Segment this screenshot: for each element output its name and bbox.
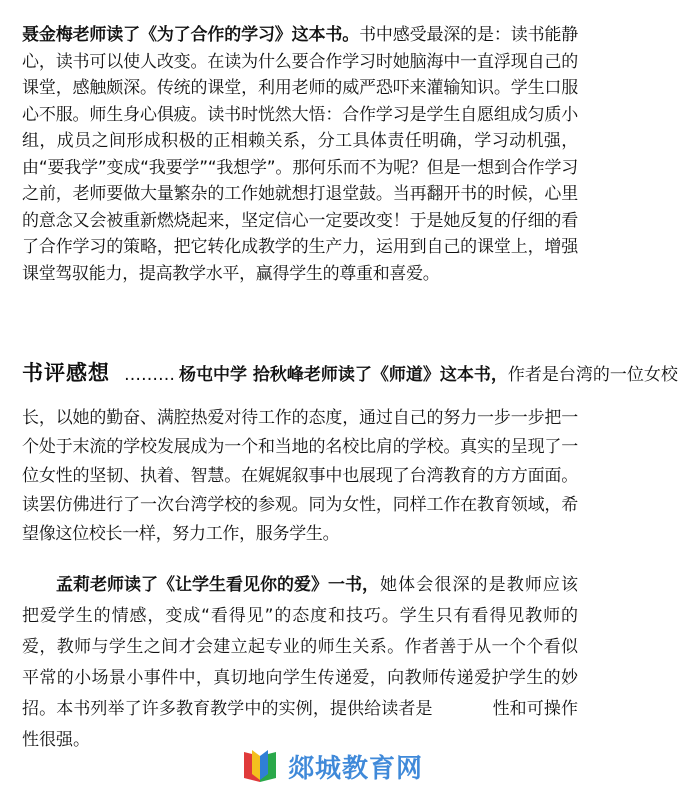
paragraph-body-tail: 性和可操作性很强。 xyxy=(22,699,579,750)
paragraph-lead: 杨屯中学 拾秋峰老师读了《师道》这本书， xyxy=(179,365,508,385)
section-title: 书评感想 xyxy=(22,360,110,385)
watermark-text: 郯城教育网 xyxy=(288,753,424,784)
paragraph-nie-jinmei xyxy=(22,22,578,287)
paragraph-lead: 孟莉老师读了《让学生看见你的爱》一书， xyxy=(56,575,379,595)
paragraph-meng-li xyxy=(22,570,578,756)
paragraph-body: 书中感受最深的是：读书能静心，读书可以使人改变。在读为什么要合作学习时她脑海中一直浮现自己的课堂，感触颇深。传统的课堂，利用老师的威严恐吓来灌输知识。学生口服心不服。师生身心俱疲。读书时恍然大悟：合作学习是学生自愿组成匀质小组，成员之间形成积极的正相赖关系，分工具体责任明确，学习动机强，由“要我学”变成“我要学”“我想学”。那何乐而不为呢？但是一想到合作学习之前，老师要做大量繁杂的工作她就想打退堂鼓。当再翻开书的时候，心里的意念又会被重新燃烧起来，坚定信心一定要改变！于是她反复的仔细的看了合作学习的策略，把它转化成教学的生产力，运用到自己的课堂上，增强课堂驾驭能力，提高教学水平，赢得学生的尊重和喜爱。 xyxy=(22,25,578,284)
paragraph-lead: 聂金梅老师读了《为了合作的学习》这本书。 xyxy=(22,25,360,45)
paragraph-body: 她体会很深的是教师应该把爱学生的情感，变成“看得见”的态度和技巧。学生只有看得见教师的爱，教师与学生之间才会建立起专业的师生关系。作者善于从一个个看似平常的小场景小事件中，真切地向学生传递爱，向教师传递爱护学生的妙招。本书列举了许多教育教学中的实例，提供给读者是 xyxy=(22,575,578,719)
leader-dots: ……… xyxy=(124,365,175,385)
paragraph-body: 长，以她的勤奋、满腔热爱对待工作的态度，通过自己的努力一步一步把一个处于末流的学校发展成为一个和当地的名校比肩的学校。真实的呈现了一位女性的坚韧、执着、智慧。在娓娓叙事中也展现了台湾教育的方方面面。读罢仿佛进行了一次台湾学校的参观。同为女性，同样工作在教育领域，希望像这位校长一样，努力工作，服务学生。 xyxy=(22,408,578,544)
paragraph-body-start: 作者是台湾的一位女校 xyxy=(507,365,678,385)
paragraph-shi-qiufeng xyxy=(22,404,578,549)
section-header xyxy=(22,360,678,388)
